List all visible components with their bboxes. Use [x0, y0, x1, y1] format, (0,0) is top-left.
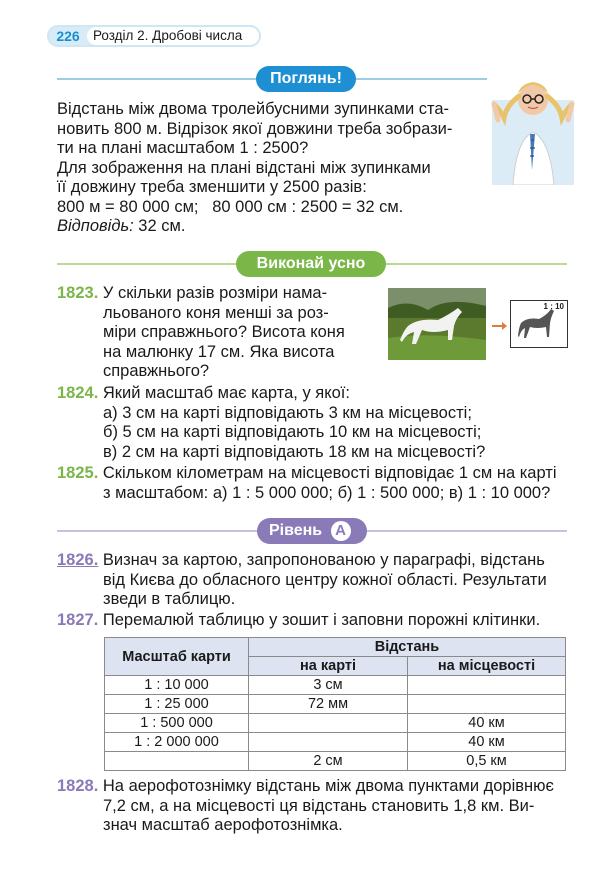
- table-row: [105, 733, 566, 752]
- table-cell: 1 : 2 000 000: [105, 733, 249, 752]
- exercise-number: 1826.: [57, 551, 99, 569]
- exercise-line: Який масштаб має карта, у якої:: [102, 384, 350, 402]
- table-cell: [105, 752, 249, 771]
- level-badge: А: [331, 521, 351, 541]
- level-label: Рівень: [269, 522, 323, 539]
- col-map-header: на карті: [249, 657, 408, 676]
- exercise-line: б) 5 см на карті відповідають 10 км на місцевості;: [103, 423, 482, 441]
- horse-photo: [388, 288, 486, 360]
- col-distance-header: Відстань: [249, 638, 566, 657]
- exercise-line: а) 3 см на карті відповідають 3 км на місцевості;: [103, 403, 472, 422]
- table-cell: 1 : 500 000: [105, 714, 249, 733]
- page-header: [47, 25, 261, 47]
- exercise-number: 1827.: [57, 611, 99, 629]
- arrow-icon: [492, 318, 508, 328]
- look-line: 800 м = 80 000 см; 80 000 см : 2500 = 32 см.: [57, 197, 404, 216]
- table-row: [105, 676, 566, 695]
- exercise-line: від Києва до обласного центру кожної області. Результати: [103, 570, 547, 589]
- look-line: її довжину треба зменшити у 2500 разів:: [57, 178, 367, 196]
- answer-value: 32 см.: [133, 217, 186, 235]
- table-row: [105, 714, 566, 733]
- exercise-number: 1823.: [57, 284, 99, 302]
- exercise-number: 1824.: [57, 384, 99, 402]
- look-line: ти на плані масштабом 1 : 2500?: [57, 139, 309, 157]
- table-cell: 1 : 25 000: [105, 695, 249, 714]
- table-cell: 72 мм: [249, 695, 408, 714]
- exercise-1827: [57, 611, 577, 631]
- table-cell: 40 км: [408, 714, 566, 733]
- table-cell: 2 см: [249, 752, 408, 771]
- exercise-line: на малюнку 17 см. Яка висота: [103, 342, 335, 361]
- table-row: [105, 695, 566, 714]
- exercise-line: На аерофотознімку відстань між двома пунктами дорівнює: [102, 777, 554, 795]
- level-title: [257, 518, 367, 544]
- answer-label: Відповідь:: [57, 217, 134, 235]
- table-cell: [408, 695, 566, 714]
- exercise-line: справжнього?: [103, 362, 210, 380]
- exercise-1826: [57, 551, 577, 610]
- page-number: 226: [49, 27, 87, 45]
- exercise-1828: [57, 777, 577, 836]
- table-cell: 0,5 км: [408, 752, 566, 771]
- exercise-line: міри справжнього? Висота коня: [103, 323, 345, 341]
- exercise-line: знач масштаб аерофотознімка.: [103, 816, 343, 834]
- exercise-line: льованого коня менші за роз-: [103, 303, 329, 322]
- exercise-line: 7,2 см, а на місцевості ця відстань становить 1,8 км. Ви-: [103, 796, 535, 815]
- girl-illustration: [488, 70, 578, 185]
- table-cell: [408, 676, 566, 695]
- scale-table: [104, 637, 566, 771]
- horse-drawing: [510, 300, 568, 348]
- exercise-line: Визнач за картою, запропонованою у параграфі, відстань: [102, 551, 545, 569]
- exercise-1825: [57, 464, 577, 503]
- table-cell: 40 км: [408, 733, 566, 752]
- col-ground-header: на місцевості: [408, 657, 566, 676]
- table-row: [105, 752, 566, 771]
- exercise-line: з масштабом: а) 1 : 5 000 000; б) 1 : 500 000; в) 1 : 10 000?: [103, 483, 551, 502]
- look-line: новить 800 м. Відрізок якої довжини треба зобрази-: [57, 119, 453, 138]
- look-line: Відстань між двома тролейбусними зупинками ста-: [57, 100, 450, 118]
- table-cell: 1 : 10 000: [105, 676, 249, 695]
- look-answer: [57, 217, 487, 237]
- table-cell: [249, 714, 408, 733]
- scale-label: 1 : 10: [543, 302, 564, 311]
- exercise-line: У скільки разів розміри нама-: [102, 284, 328, 302]
- chapter-title: Розділ 2. Дробові числа: [87, 27, 259, 45]
- look-line: Для зображення на плані відстані між зупинками: [57, 158, 431, 177]
- col-scale-header: Масштаб карти: [105, 638, 249, 676]
- table-cell: [249, 733, 408, 752]
- exercise-line: в) 2 см на карті відповідають 18 км на місцевості?: [103, 442, 486, 461]
- exercise-number: 1825.: [57, 464, 99, 482]
- exercise-line: Скільком кілометрам на місцевості відповідає 1 см на карті: [102, 464, 557, 482]
- table-cell: 3 см: [249, 676, 408, 695]
- look-title: Поглянь!: [256, 66, 356, 92]
- exercise-1823: [57, 284, 387, 382]
- exercise-number: 1828.: [57, 777, 99, 795]
- exercise-line: зведи в таблицю.: [103, 590, 236, 608]
- oral-title: Виконай усно: [236, 251, 386, 277]
- exercise-line: Перемалюй таблицю у зошит і заповни порожні клітинки.: [102, 611, 541, 629]
- look-text: [57, 100, 487, 237]
- exercise-1824: [57, 384, 577, 462]
